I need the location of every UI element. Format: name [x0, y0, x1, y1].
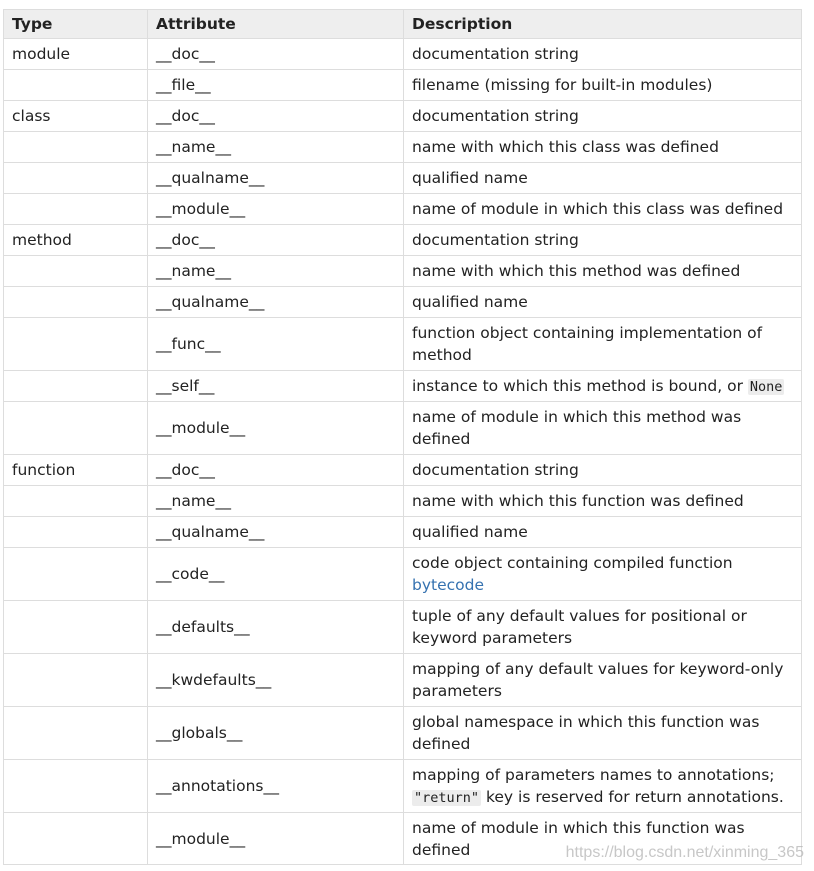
cell-attribute: __self__ — [148, 371, 404, 402]
table-row — [4, 455, 802, 486]
table-row — [4, 548, 802, 601]
cell-attribute: __name__ — [148, 132, 404, 163]
cell-type: function — [4, 455, 148, 486]
cell-type — [4, 654, 148, 707]
cell-attribute: __file__ — [148, 70, 404, 101]
cell-description — [404, 548, 802, 601]
cell-description: qualified name — [404, 287, 802, 318]
cell-attribute: __name__ — [148, 486, 404, 517]
cell-type: class — [4, 101, 148, 132]
header-type: Type — [4, 10, 148, 39]
cell-description: documentation string — [404, 39, 802, 70]
table-row — [4, 486, 802, 517]
cell-description: documentation string — [404, 101, 802, 132]
cell-description: name with which this function was defined — [404, 486, 802, 517]
cell-type — [4, 548, 148, 601]
table-header-row — [4, 10, 802, 39]
cell-type — [4, 517, 148, 548]
cell-description — [404, 371, 802, 402]
return-code-literal: "return" — [414, 789, 480, 806]
table-row — [4, 101, 802, 132]
table-row — [4, 517, 802, 548]
table-row — [4, 194, 802, 225]
cell-type: module — [4, 39, 148, 70]
description-text: code object containing compiled function — [412, 554, 733, 572]
cell-description: qualified name — [404, 163, 802, 194]
cell-type — [4, 813, 148, 865]
cell-description: function object containing implementation of method — [404, 318, 802, 371]
table-row — [4, 813, 802, 865]
cell-attribute: __code__ — [148, 548, 404, 601]
cell-type — [4, 707, 148, 760]
cell-description: mapping of any default values for keyword-only parameters — [404, 654, 802, 707]
cell-attribute: __doc__ — [148, 39, 404, 70]
cell-description: qualified name — [404, 517, 802, 548]
header-attribute: Attribute — [148, 10, 404, 39]
cell-description: name of module in which this method was defined — [404, 402, 802, 455]
cell-type — [4, 132, 148, 163]
description-text-suffix: key is reserved for return annotations. — [481, 787, 784, 806]
cell-attribute: __func__ — [148, 318, 404, 371]
cell-attribute: __globals__ — [148, 707, 404, 760]
table-row — [4, 163, 802, 194]
cell-type — [4, 601, 148, 654]
description-text: mapping of parameters names to annotations; — [412, 765, 775, 784]
cell-description: name of module in which this function was defined — [404, 813, 802, 865]
cell-description: filename (missing for built-in modules) — [404, 70, 802, 101]
cell-attribute: __doc__ — [148, 225, 404, 256]
watermark: https://blog.csdn.net/xinming_365 — [565, 844, 804, 861]
table-row — [4, 287, 802, 318]
cell-type — [4, 318, 148, 371]
cell-attribute: __module__ — [148, 402, 404, 455]
cell-description: name with which this class was defined — [404, 132, 802, 163]
cell-type — [4, 402, 148, 455]
table-row — [4, 256, 802, 287]
table-row — [4, 601, 802, 654]
cell-type: method — [4, 225, 148, 256]
table-row — [4, 318, 802, 371]
cell-type — [4, 163, 148, 194]
table-row — [4, 707, 802, 760]
cell-attribute: __module__ — [148, 194, 404, 225]
cell-description: documentation string — [404, 455, 802, 486]
cell-description: documentation string — [404, 225, 802, 256]
table-row — [4, 402, 802, 455]
cell-attribute: __annotations__ — [148, 760, 404, 813]
cell-description: global namespace in which this function was defined — [404, 707, 802, 760]
cell-type — [4, 70, 148, 101]
table-row — [4, 654, 802, 707]
table-row — [4, 371, 802, 402]
cell-description: name of module in which this class was defined — [404, 194, 802, 225]
cell-attribute: __qualname__ — [148, 517, 404, 548]
cell-type — [4, 194, 148, 225]
cell-attribute: __qualname__ — [148, 163, 404, 194]
cell-description: tuple of any default values for positional or keyword parameters — [404, 601, 802, 654]
cell-attribute: __name__ — [148, 256, 404, 287]
table-row — [4, 132, 802, 163]
cell-description: name with which this method was defined — [404, 256, 802, 287]
bytecode-link[interactable]: bytecode — [412, 576, 485, 594]
cell-attribute: __doc__ — [148, 455, 404, 486]
table-row — [4, 39, 802, 70]
cell-type — [4, 287, 148, 318]
table-row — [4, 225, 802, 256]
cell-attribute: __doc__ — [148, 101, 404, 132]
cell-type — [4, 256, 148, 287]
table-row — [4, 760, 802, 813]
cell-type — [4, 486, 148, 517]
header-description: Description — [404, 10, 802, 39]
description-text: instance to which this method is bound, or — [412, 376, 748, 395]
cell-type — [4, 371, 148, 402]
none-code-literal: None — [749, 378, 783, 395]
cell-description — [404, 760, 802, 813]
cell-attribute: __module__ — [148, 813, 404, 865]
table-row — [4, 70, 802, 101]
cell-type — [4, 760, 148, 813]
cell-attribute: __kwdefaults__ — [148, 654, 404, 707]
cell-attribute: __defaults__ — [148, 601, 404, 654]
cell-attribute: __qualname__ — [148, 287, 404, 318]
attributes-table — [3, 9, 802, 865]
